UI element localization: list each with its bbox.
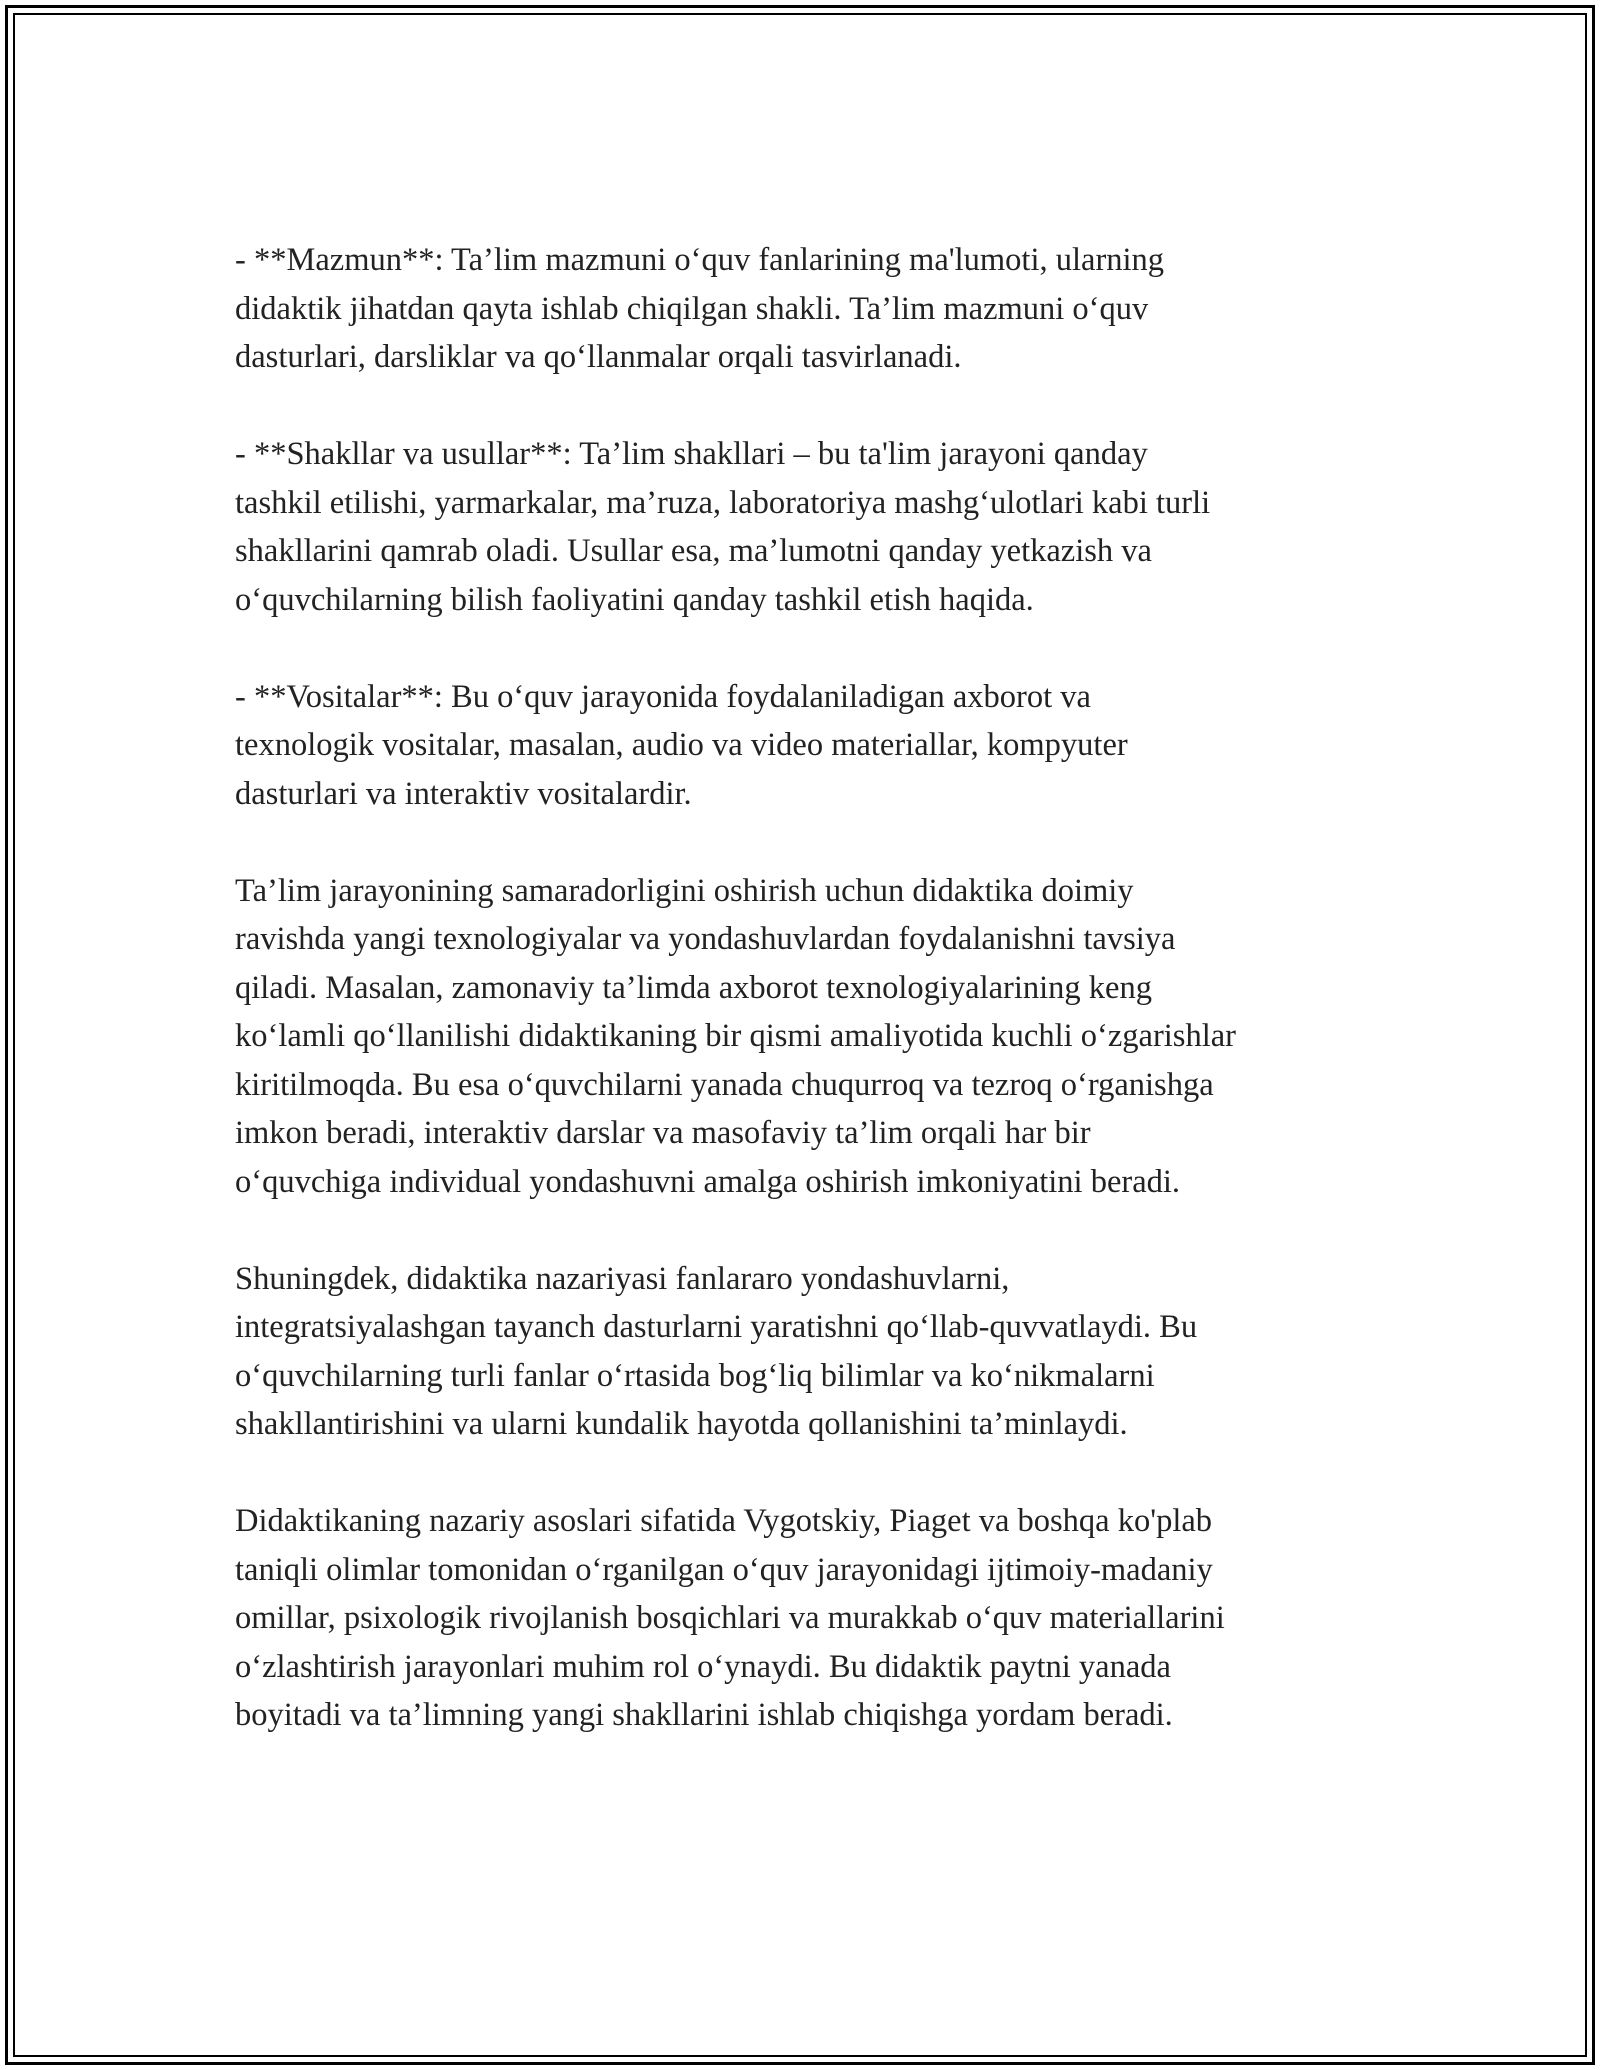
paragraph-samaradorlik: Ta’lim jarayonining samaradorligini oshirish uchun didaktika doimiy ravishda yangi texnologiyalar va yondashuvlardan foydalanishni tavsiya qiladi. Masalan, zamonaviy ta’limda axborot texnologiyalarining keng ko‘lamli qo‘llanilishi didaktikaning bir qismi amaliyotida kuchli o‘zgarishlar kiritilmoqda. Bu esa o‘quvchilarni yanada chuqurroq va tezroq o‘rganishga imkon beradi, interaktiv darslar va masofaviy ta’lim orqali har bir o‘quvchiga individual yondashuvni amalga oshirish imkoniyatini beradi. <box>235 872 1236 1200</box>
paragraph-fanlararo: Shuningdek, didaktika nazariyasi fanlararo yondashuvlarni, integratsiyalashgan tayanch dasturlarni yaratishni qo‘llab-quvvatlaydi. Bu o‘quvchilarning turli fanlar o‘rtasida bog‘liq bilimlar va ko‘nikmalarni shakllantirishini va ularni kundalik hayotda qollanishini ta’minlaydi. <box>235 1260 1198 1442</box>
paragraph-mazmun: - **Mazmun**: Ta’lim mazmuni o‘quv fanlarining ma'lumoti, ularning didaktik jihatdan qayta ishlab chiqilgan shakli. Ta’lim mazmuni o‘quv dasturlari, darsliklar va qo‘llanmalar orqali tasvirlanadi. <box>235 242 1165 375</box>
document-body <box>235 236 1375 1788</box>
paragraph-nazariy-asoslar: Didaktikaning nazariy asoslari sifatida Vygotskiy, Piaget va boshqa ko'plab taniqli olimlar tomonidan o‘rganilgan o‘quv jarayonidagi ijtimoiy-madaniy omillar, psixologik rivojlanish bosqichlari va murakkab o‘quv materiallarini o‘zlashtirish jarayonlari muhim rol o‘ynaydi. Bu didaktik paytni yanada boyitadi va ta’limning yangi shakllarini ishlab chiqishga yordam beradi. <box>235 1503 1225 1733</box>
paragraph-shakllar-va-usullar: - **Shakllar va usullar**: Ta’lim shakllari – bu ta'lim jarayoni qanday tashkil etilishi, yarmarkalar, ma’ruza, laboratoriya mashg‘ulotlari kabi turli shakllarini qamrab oladi. Usullar esa, ma’lumotni qanday yetkazish va o‘quvchilarning bilish faoliyatini qanday tashkil etish haqida. <box>235 436 1211 618</box>
paragraph-vositalar: - **Vositalar**: Bu o‘quv jarayonida foydalaniladigan axborot va texnologik vositalar, masalan, audio va video materiallar, kompyuter dasturlari va interaktiv vositalardir. <box>235 678 1128 812</box>
